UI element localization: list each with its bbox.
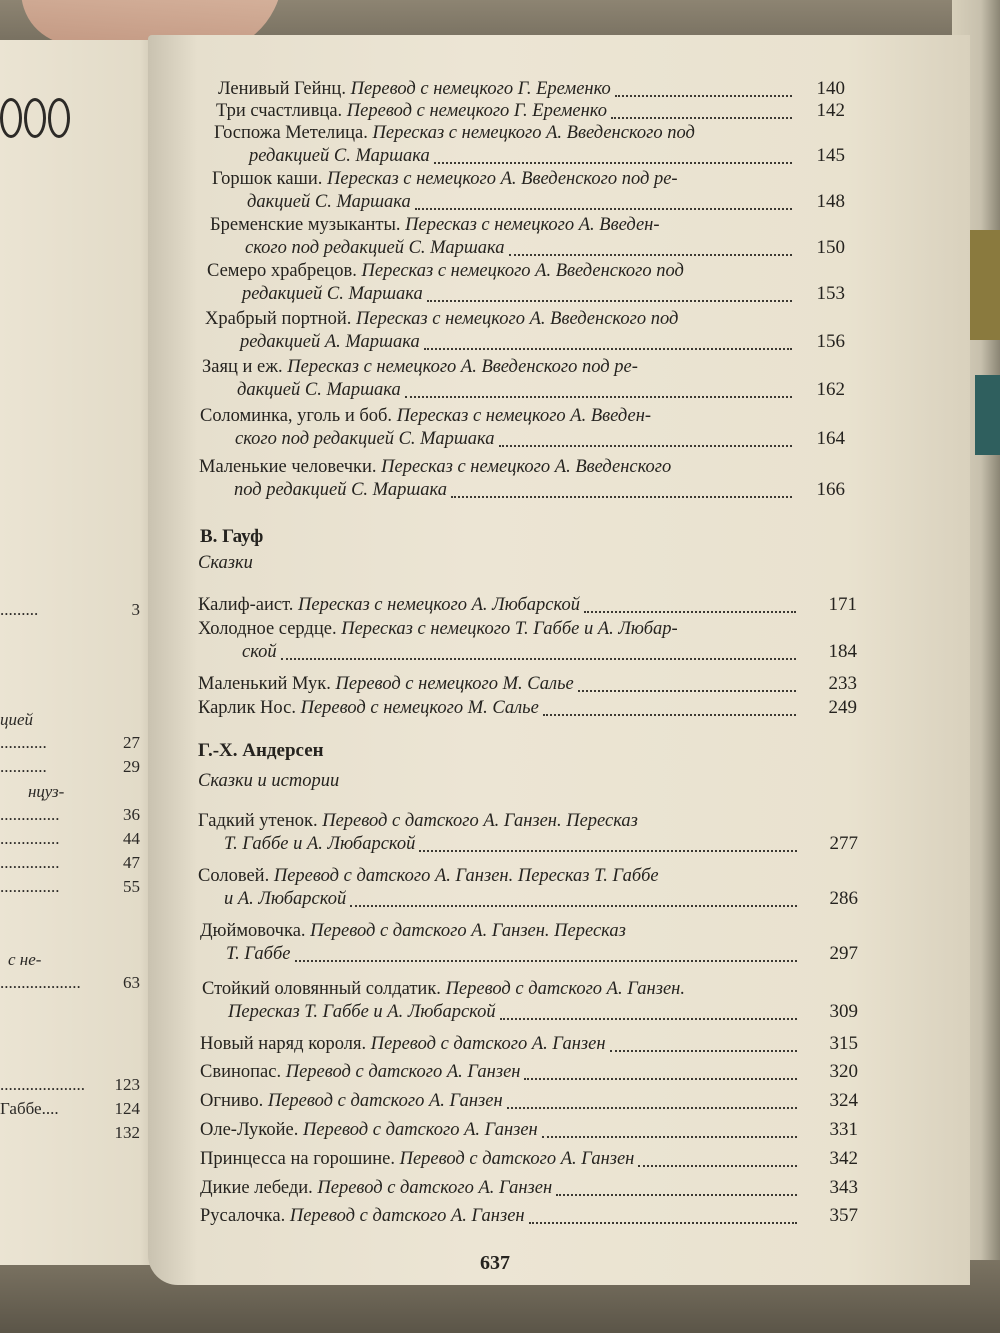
entry-title: Госпожа Метелица. <box>214 123 373 143</box>
dot-leader <box>499 445 793 447</box>
section-author: В. Гауф <box>200 526 264 547</box>
page-number: 331 <box>829 1119 858 1140</box>
toc-entry-line <box>200 1061 520 1084</box>
toc-entry-continuation <box>224 888 346 911</box>
book-spine-olive <box>966 230 1000 340</box>
dot-leader <box>434 162 792 164</box>
section-subtitle: Сказки и истории <box>198 771 340 791</box>
page-number: 145 <box>816 145 845 166</box>
page-number: 357 <box>829 1205 858 1226</box>
entry-title: Новый наряд короля. <box>200 1034 371 1054</box>
entry-credit: Пересказ с немецкого А. Введенского под <box>361 261 684 281</box>
dot-leader <box>524 1078 797 1080</box>
entry-credit: Пересказ с немецкого А. Введен- <box>396 406 652 426</box>
toc-entry-continuation <box>240 331 420 354</box>
entry-title: Огниво. <box>200 1091 268 1111</box>
entry-credit: Пересказ с немецкого А. Введенского под <box>372 123 695 143</box>
entry-credit: Пересказ с немецкого Т. Габбе и А. Любар- <box>341 619 678 639</box>
toc-entry-line <box>198 618 678 641</box>
dot-leader <box>584 611 796 613</box>
entry-credit-cont: ского под редакцией С. Маршака <box>235 429 495 449</box>
entry-title: Семеро храбрецов. <box>207 261 362 281</box>
toc-entry-line <box>198 673 574 696</box>
page-number: 297 <box>829 943 858 964</box>
dot-leader <box>638 1165 797 1167</box>
entry-title: Гадкий утенок. <box>198 811 323 831</box>
toc-entry-line <box>210 214 660 237</box>
toc-entry-line <box>199 456 671 479</box>
entry-credit: Перевод с немецкого М. Салье <box>300 698 539 718</box>
entry-title: Ленивый Гейнц. <box>218 79 351 99</box>
entry-credit-cont: Т. Габбе и А. Любарской <box>224 834 416 854</box>
toc-entry-line <box>205 308 678 331</box>
entry-credit: Перевод с датского А. Ганзен <box>289 1206 525 1226</box>
toc-entry-continuation <box>249 145 430 168</box>
section-author: Г.-Х. Андерсен <box>198 740 324 761</box>
entry-credit-cont: Пересказ Т. Габбе и А. Любарской <box>228 1002 496 1022</box>
toc-entry-continuation <box>237 379 401 402</box>
page-number: 342 <box>829 1148 858 1169</box>
page-number: 148 <box>816 191 845 212</box>
toc-entry-continuation <box>234 479 447 502</box>
toc-entry-continuation <box>224 833 415 856</box>
page-number: 140 <box>816 78 845 99</box>
page-number: 249 <box>828 697 857 718</box>
dot-leader <box>295 960 797 962</box>
page-number: 166 <box>816 479 845 500</box>
entry-title: Дюймовочка. <box>200 921 311 941</box>
entry-credit: Перевод с немецкого Г. Еременко <box>350 79 611 99</box>
entry-credit: Перевод с немецкого Г. Еременко <box>346 101 608 121</box>
page-number: 150 <box>816 237 845 258</box>
toc-entry-line <box>212 168 678 191</box>
entry-title: Холодное сердце. <box>198 619 342 639</box>
entry-title: Калиф-аист. <box>198 595 299 615</box>
toc-entry-continuation <box>226 943 291 966</box>
entry-credit: Перевод с датского А. Ганзен <box>302 1120 538 1140</box>
dot-leader <box>415 208 792 210</box>
entry-title: Соловей. <box>198 866 274 886</box>
entry-credit: Пересказ с немецкого А. Введенского <box>381 457 672 477</box>
entry-title: Маленькие человечки. <box>199 457 382 477</box>
toc-entry-line <box>198 865 659 888</box>
dot-leader <box>578 690 796 692</box>
section-subtitle: Сказки <box>198 553 253 573</box>
entry-credit-cont: дакцией С. Маршака <box>247 192 411 212</box>
dot-leader <box>500 1018 797 1020</box>
toc-entry-line <box>198 810 638 833</box>
entry-credit-cont: редакцией С. Маршака <box>249 146 430 166</box>
entry-title: Бременские музыканты. <box>210 215 406 235</box>
entry-title: Три счастливца. <box>216 101 347 121</box>
left-page: ......... 3 цией ........... 27 ........... 29 нцуз- .............. 36 .............. 44 .............. 47 .............. 55 с не- ................... 63 .................... 123 Габбе.... 124 132 <box>0 40 175 1265</box>
dot-leader <box>611 117 792 119</box>
page-number: 162 <box>816 379 845 400</box>
entry-credit-cont: и А. Любарской <box>224 889 347 909</box>
page-number: 153 <box>816 283 845 304</box>
entry-credit: Перевод с датского А. Ганзен <box>399 1149 635 1169</box>
page-number: 343 <box>829 1177 858 1198</box>
page-number: 286 <box>829 888 858 909</box>
page-folio: 637 <box>480 1252 510 1274</box>
entry-title: Дикие лебеди. <box>200 1178 318 1198</box>
entry-title: Горшок каши. <box>212 169 327 189</box>
toc-entry-line <box>200 1033 606 1056</box>
entry-credit: Перевод с датского А. Ганзен. Пересказ Т. Габбе <box>273 866 659 886</box>
entry-title: Стойкий оловянный солдатик. <box>202 979 446 999</box>
page-number: 320 <box>829 1061 858 1082</box>
entry-credit-cont: дакцией С. Маршака <box>237 380 401 400</box>
page-number: 324 <box>829 1090 858 1111</box>
toc-entry-line <box>200 1148 634 1171</box>
page-number: 233 <box>828 673 857 694</box>
dot-leader <box>509 254 793 256</box>
entry-credit-cont: Т. Габбе <box>226 944 291 964</box>
ornament-icon <box>0 98 70 144</box>
entry-credit: Пересказ с немецкого А. Введен- <box>405 215 660 235</box>
entry-title: Свинопас. <box>200 1062 286 1082</box>
entry-credit: Перевод с датского А. Ганзен. Пересказ <box>322 811 638 831</box>
toc-entry-line <box>200 1205 525 1228</box>
page-number: 184 <box>828 641 857 662</box>
toc-entry-continuation <box>228 1001 496 1024</box>
toc-entry-line <box>200 405 651 428</box>
toc-entry-line <box>198 594 580 617</box>
dot-leader <box>424 348 792 350</box>
dot-leader <box>543 714 796 716</box>
page-number: 315 <box>829 1033 858 1054</box>
entry-credit: Перевод с датского А. Ганзен. Пересказ <box>310 921 626 941</box>
toc-entry-line <box>200 920 626 943</box>
dot-leader <box>507 1107 797 1109</box>
entry-credit-cont: ского под редакцией С. Маршака <box>245 238 505 258</box>
entry-title: Русалочка. <box>200 1206 290 1226</box>
toc-entry-line <box>218 78 611 101</box>
dot-leader <box>556 1194 797 1196</box>
entry-credit: Пересказ с немецкого А. Введенского под ре- <box>287 357 638 377</box>
toc-entry-line <box>200 1119 538 1142</box>
dot-leader <box>542 1136 797 1138</box>
entry-credit-cont: редакцией С. Маршака <box>242 284 423 304</box>
toc-entry-line <box>198 697 539 720</box>
entry-title: Храбрый портной. <box>205 309 356 329</box>
toc-entry-continuation <box>235 428 495 451</box>
entry-credit: Перевод с датского А. Ганзен <box>370 1034 606 1054</box>
dot-leader <box>419 850 797 852</box>
page-number: 142 <box>816 100 845 121</box>
dot-leader <box>427 300 792 302</box>
entry-title: Соломинка, уголь и боб. <box>200 406 397 426</box>
toc-entry-line <box>216 100 607 123</box>
page-number: 156 <box>816 331 845 352</box>
entry-title: Принцесса на горошине. <box>200 1149 400 1169</box>
book-spine-green <box>975 375 1000 455</box>
toc-entry-line <box>207 260 684 283</box>
toc-entry-line <box>202 356 638 379</box>
toc-entry-line <box>214 122 695 145</box>
entry-credit: Перевод с датского А. Ганзен. <box>445 979 685 999</box>
entry-credit-cont: редакцией А. Маршака <box>240 332 420 352</box>
dot-leader <box>405 396 792 398</box>
dot-leader <box>610 1050 797 1052</box>
toc-entry-line <box>200 1090 503 1113</box>
page-number: 309 <box>829 1001 858 1022</box>
entry-title: Карлик Нос. <box>198 698 301 718</box>
entry-credit: Перевод с датского А. Ганзен <box>267 1091 503 1111</box>
dot-leader <box>350 905 797 907</box>
entry-credit: Пересказ с немецкого А. Любарской <box>298 595 580 615</box>
page-number: 277 <box>829 833 858 854</box>
page-number: 171 <box>828 594 857 615</box>
entry-title: Оле-Лукойе. <box>200 1120 303 1140</box>
entry-credit: Перевод с датского А. Ганзен <box>317 1178 553 1198</box>
page-number: 164 <box>816 428 845 449</box>
entry-credit: Пересказ с немецкого А. Введенского под <box>355 309 679 329</box>
dot-leader <box>615 95 792 97</box>
toc-entry-continuation <box>242 641 277 664</box>
toc-entry-continuation <box>247 191 411 214</box>
entry-credit: Перевод с датского А. Ганзен <box>285 1062 521 1082</box>
toc-entry-line <box>202 978 685 1001</box>
entry-credit-cont: под редакцией С. Маршака <box>234 480 447 500</box>
toc-entry-line <box>200 1177 552 1200</box>
contents-page <box>148 35 970 1285</box>
entry-credit: Перевод с немецкого М. Салье <box>335 674 574 694</box>
toc-entry-continuation <box>245 237 505 260</box>
dot-leader <box>281 658 796 660</box>
dot-leader <box>451 496 792 498</box>
entry-title: Маленький Мук. <box>198 674 336 694</box>
entry-credit: Пересказ с немецкого А. Введенского под ре- <box>327 169 678 189</box>
dot-leader <box>529 1222 797 1224</box>
entry-title: Заяц и еж. <box>202 357 288 377</box>
toc-entry-continuation <box>242 283 423 306</box>
entry-credit-cont: ской <box>242 642 277 662</box>
